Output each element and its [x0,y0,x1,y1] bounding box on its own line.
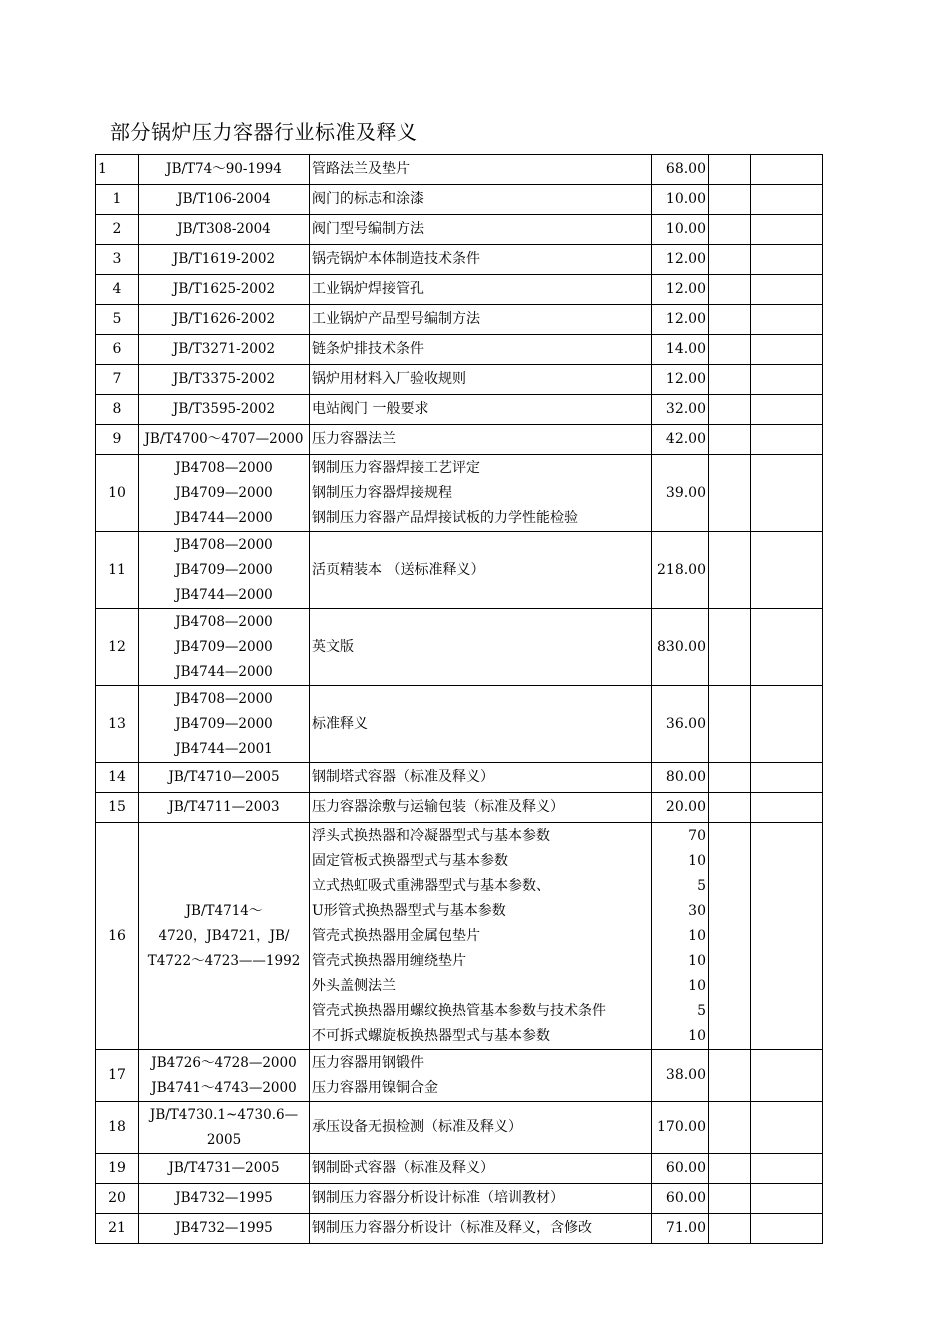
standard-name: U形管式换热器型式与基本参数 [312,902,506,919]
price-cell [652,245,709,275]
row-number: 15 [108,799,126,815]
blank-cell [751,395,823,425]
blank-cell [709,1154,751,1184]
row-number-cell [96,365,139,395]
standard-name-cell [310,763,652,793]
standard-name: 锅壳锅炉本体制造技术条件 [312,251,480,267]
standard-name-cell [310,275,652,305]
standard-code: JB/T1626-2002 [172,311,276,327]
row-number: 4 [112,281,122,297]
price: 30 [688,902,706,919]
standard-name-cell [310,793,652,823]
price-cell [652,686,709,763]
price: 10 [688,1027,706,1044]
price: 38.00 [665,1067,706,1083]
standard-name-cell [310,1050,652,1102]
table-row [96,686,823,763]
blank-cell [751,305,823,335]
standard-name: 压力容器用镍铜合金 [312,1079,438,1096]
standard-code: JB4709—2000 [175,561,273,578]
price: 68.00 [665,161,706,177]
price-cell [652,365,709,395]
blank-cell [709,686,751,763]
standard-code-cell [139,335,310,365]
standard-name: 链条炉排技术条件 [312,341,424,357]
standard-code-cell [139,275,310,305]
standards-table-body [96,155,823,1244]
standard-code: JB4741～4743—2000 [151,1079,297,1096]
standard-code-cell [139,1154,310,1184]
blank-cell [751,245,823,275]
price-cell [652,425,709,455]
standard-code-cell [139,1050,310,1102]
price: 10 [688,952,706,969]
price: 830.00 [657,638,706,655]
price: 5 [697,1002,706,1019]
standards-table [95,154,823,1244]
standard-name-cell [310,823,652,1050]
blank-cell [709,155,751,185]
price: 12.00 [665,281,706,297]
row-number: 19 [108,1160,126,1176]
row-number-cell [96,793,139,823]
table-row [96,1050,823,1102]
price-cell [652,185,709,215]
standard-code: JB4709—2000 [175,715,273,732]
table-row [96,155,823,185]
standard-code: JB4744—2000 [175,509,273,526]
row-number-cell [96,1102,139,1154]
standard-code-cell [139,245,310,275]
row-number: 13 [108,715,126,732]
standard-code-cell [139,793,310,823]
blank-cell [751,1214,823,1244]
standard-code-cell [139,1102,310,1154]
standard-code: JB/T1625-2002 [172,281,276,297]
standard-name: 钢制压力容器焊接工艺评定 [312,459,480,476]
standard-name-cell [310,185,652,215]
blank-cell [709,185,751,215]
row-number: 6 [112,341,122,357]
price: 36.00 [665,715,706,732]
price-cell [652,305,709,335]
blank-cell [751,185,823,215]
standard-name: 管壳式换热器用缠绕垫片 [312,952,466,969]
row-number-cell [96,1154,139,1184]
price-cell [652,335,709,365]
row-number: 1 [112,191,122,207]
price-cell [652,823,709,1050]
table-row [96,365,823,395]
table-row [96,1184,823,1214]
standard-code: JB4726～4728—2000 [151,1054,297,1071]
row-number-cell [96,763,139,793]
standard-code-cell [139,215,310,245]
standard-name: 工业锅炉产品型号编制方法 [312,311,480,327]
standard-name: 钢制塔式容器（标准及释义） [312,769,494,785]
standard-code: JB4732—1995 [175,1220,273,1236]
price: 71.00 [665,1220,706,1236]
standard-name: 活页精装本 （送标准释义） [312,561,485,578]
standard-name: 外头盖侧法兰 [312,977,396,994]
blank-cell [751,686,823,763]
blank-cell [751,609,823,686]
blank-cell [751,365,823,395]
price: 70 [688,827,706,844]
table-row [96,335,823,365]
row-number: 21 [108,1220,126,1236]
row-number: 12 [108,638,126,655]
standard-name: 英文版 [312,638,354,655]
standard-code: JB/T106-2004 [177,191,271,207]
standard-name: 立式热虹吸式重沸器型式与基本参数、 [312,877,550,894]
standard-code-cell [139,185,310,215]
table-row [96,793,823,823]
standard-name: 压力容器涂敷与运输包装（标准及释义） [312,799,564,815]
table-row [96,185,823,215]
blank-cell [709,215,751,245]
row-number-cell [96,1184,139,1214]
table-row [96,1214,823,1244]
table-row [96,532,823,609]
row-number: 11 [108,561,126,578]
row-number-cell [96,425,139,455]
row-number-cell [96,1050,139,1102]
blank-cell [709,395,751,425]
standard-code-cell [139,395,310,425]
standard-name-cell [310,609,652,686]
blank-cell [709,425,751,455]
standard-code: JB/T4730.1~4730.6— [149,1106,299,1123]
row-number-cell [96,1214,139,1244]
standard-code: JB/T4731—2005 [168,1160,280,1176]
standard-name-cell [310,1184,652,1214]
blank-cell [751,1184,823,1214]
row-number: 9 [112,431,122,447]
standard-name-cell [310,155,652,185]
blank-cell [751,793,823,823]
table-row [96,275,823,305]
standard-code: JB/T3271-2002 [172,341,276,357]
table-row [96,609,823,686]
standard-name: 管壳式换热器用螺纹换热管基本参数与技术条件 [312,1002,606,1019]
price: 14.00 [665,341,706,357]
blank-cell [709,365,751,395]
table-row [96,763,823,793]
standard-name-cell [310,245,652,275]
row-number-cell [96,185,139,215]
price: 170.00 [657,1119,706,1135]
table-row [96,425,823,455]
price: 10 [688,977,706,994]
row-number-cell [96,686,139,763]
row-number-cell [96,395,139,425]
standard-code-cell [139,1214,310,1244]
price: 60.00 [665,1190,706,1206]
row-number: 5 [112,311,122,327]
price-cell [652,1154,709,1184]
price: 20.00 [665,799,706,815]
standard-code-cell [139,425,310,455]
blank-cell [751,215,823,245]
blank-cell [751,1050,823,1102]
standard-code: JB/T3595-2002 [172,401,276,417]
blank-cell [709,1050,751,1102]
row-number: 14 [108,769,126,785]
price: 42.00 [665,431,706,447]
price: 10 [688,852,706,869]
price: 5 [697,877,706,894]
standard-code: JB4744—2000 [175,663,273,680]
standard-code: JB4708—2000 [175,690,273,707]
standard-name: 钢制压力容器分析设计标准（培训教材） [312,1190,564,1206]
standard-name-cell [310,532,652,609]
price: 80.00 [665,769,706,785]
price: 218.00 [657,561,706,578]
standard-name-cell [310,305,652,335]
blank-cell [709,532,751,609]
standard-name-cell [310,686,652,763]
blank-cell [709,1102,751,1154]
standard-code-cell [139,532,310,609]
standard-code: 4720，JB4721，JB/ [158,927,290,944]
price-cell [652,275,709,305]
table-row [96,215,823,245]
standard-name: 压力容器法兰 [312,431,396,447]
standard-code-cell [139,686,310,763]
standard-code: JB/T4710—2005 [168,769,280,785]
blank-cell [709,609,751,686]
standard-name: 电站阀门 一般要求 [312,401,429,417]
price-cell [652,1214,709,1244]
blank-cell [709,305,751,335]
standard-code-cell [139,609,310,686]
standard-code: JB/T308-2004 [177,221,271,237]
standard-code: JB4744—2001 [175,740,273,757]
standard-name-cell [310,455,652,532]
standard-name-cell [310,395,652,425]
row-number: 8 [112,401,122,417]
row-number-cell [96,155,139,185]
row-number: 1 [98,161,107,177]
price: 10.00 [665,191,706,207]
blank-cell [751,455,823,532]
price-cell [652,395,709,425]
standard-code: JB/T1619-2002 [172,251,276,267]
standard-code: T4722～4723——1992 [147,952,301,969]
price-cell [652,1184,709,1214]
row-number: 10 [108,484,126,501]
table-row [96,823,823,1050]
standard-name-cell [310,1154,652,1184]
price-cell [652,155,709,185]
price: 60.00 [665,1160,706,1176]
price: 12.00 [665,251,706,267]
standard-name: 不可拆式螺旋板换热器型式与基本参数 [312,1027,550,1044]
row-number-cell [96,823,139,1050]
standard-code: JB/T4700～4707—2000 [144,431,304,447]
standard-code-cell [139,365,310,395]
row-number: 16 [108,927,126,944]
row-number: 18 [108,1119,126,1135]
price-cell [652,1050,709,1102]
standard-code: JB4708—2000 [175,536,273,553]
price: 12.00 [665,371,706,387]
row-number-cell [96,245,139,275]
standard-code-cell [139,763,310,793]
price-cell [652,532,709,609]
price: 10 [688,927,706,944]
standard-code-cell [139,305,310,335]
standard-code: JB/T74～90-1994 [166,161,282,177]
table-row [96,1154,823,1184]
blank-cell [709,1184,751,1214]
blank-cell [709,1214,751,1244]
row-number-cell [96,532,139,609]
standard-code: JB4744—2000 [175,586,273,603]
blank-cell [709,335,751,365]
standard-name: 阀门的标志和涂漆 [312,191,424,207]
price-cell [652,609,709,686]
row-number-cell [96,335,139,365]
standard-code: JB4709—2000 [175,484,273,501]
standard-code: JB/T4711—2003 [168,799,280,815]
row-number: 7 [112,371,122,387]
blank-cell [709,793,751,823]
price: 32.00 [665,401,706,417]
table-row [96,455,823,532]
blank-cell [751,532,823,609]
standard-code: JB/T4714～ [185,902,263,919]
standard-code: 2005 [206,1131,242,1148]
row-number: 20 [108,1190,126,1206]
blank-cell [751,763,823,793]
price-cell [652,1102,709,1154]
standard-code: JB4709—2000 [175,638,273,655]
price-cell [652,215,709,245]
standard-name: 压力容器用钢锻件 [312,1054,424,1071]
standard-name: 阀门型号编制方法 [312,221,424,237]
blank-cell [709,823,751,1050]
row-number-cell [96,455,139,532]
blank-cell [709,455,751,532]
standard-code: JB/T3375-2002 [172,371,276,387]
document-title: 部分锅炉压力容器行业标准及释义 [110,120,418,144]
row-number-cell [96,305,139,335]
standard-code-cell [139,1184,310,1214]
price: 12.00 [665,311,706,327]
table-row [96,245,823,275]
standard-name: 管壳式换热器用金属包垫片 [312,927,480,944]
standard-name: 钢制压力容器焊接规程 [312,484,452,501]
standard-name: 管路法兰及垫片 [312,161,410,177]
standard-name: 固定管板式换器型式与基本参数 [312,852,508,869]
price: 10.00 [665,221,706,237]
blank-cell [751,1102,823,1154]
table-row [96,1102,823,1154]
blank-cell [751,155,823,185]
standard-code-cell [139,455,310,532]
blank-cell [751,275,823,305]
row-number: 3 [112,251,122,267]
standard-name: 钢制压力容器分析设计（标准及释义，含修改 [312,1220,592,1236]
row-number: 2 [112,221,122,237]
blank-cell [709,275,751,305]
table-row [96,395,823,425]
blank-cell [751,425,823,455]
standard-code: JB4732—1995 [175,1190,273,1206]
blank-cell [751,335,823,365]
standard-name: 标准释义 [312,715,368,732]
standard-name: 工业锅炉焊接管孔 [312,281,424,297]
price-cell [652,455,709,532]
standard-code: JB4708—2000 [175,459,273,476]
standard-name: 浮头式换热器和冷凝器型式与基本参数 [312,827,550,844]
standard-code-cell [139,823,310,1050]
standard-name-cell [310,335,652,365]
table-row [96,305,823,335]
blank-cell [709,763,751,793]
standard-name-cell [310,215,652,245]
row-number-cell [96,215,139,245]
blank-cell [751,823,823,1050]
price: 39.00 [665,484,706,501]
row-number: 17 [108,1067,126,1083]
blank-cell [751,1154,823,1184]
standard-code-cell [139,155,310,185]
standard-name: 锅炉用材料入厂验收规则 [312,371,466,387]
standard-name-cell [310,1102,652,1154]
row-number-cell [96,609,139,686]
standard-name-cell [310,365,652,395]
row-number-cell [96,275,139,305]
price-cell [652,763,709,793]
standard-code: JB4708—2000 [175,613,273,630]
standard-name-cell [310,1214,652,1244]
standard-name: 钢制卧式容器（标准及释义） [312,1160,494,1176]
standard-name-cell [310,425,652,455]
standard-name: 钢制压力容器产品焊接试板的力学性能检验 [312,509,578,526]
standard-name: 承压设备无损检测（标准及释义） [312,1119,522,1135]
blank-cell [709,245,751,275]
price-cell [652,793,709,823]
